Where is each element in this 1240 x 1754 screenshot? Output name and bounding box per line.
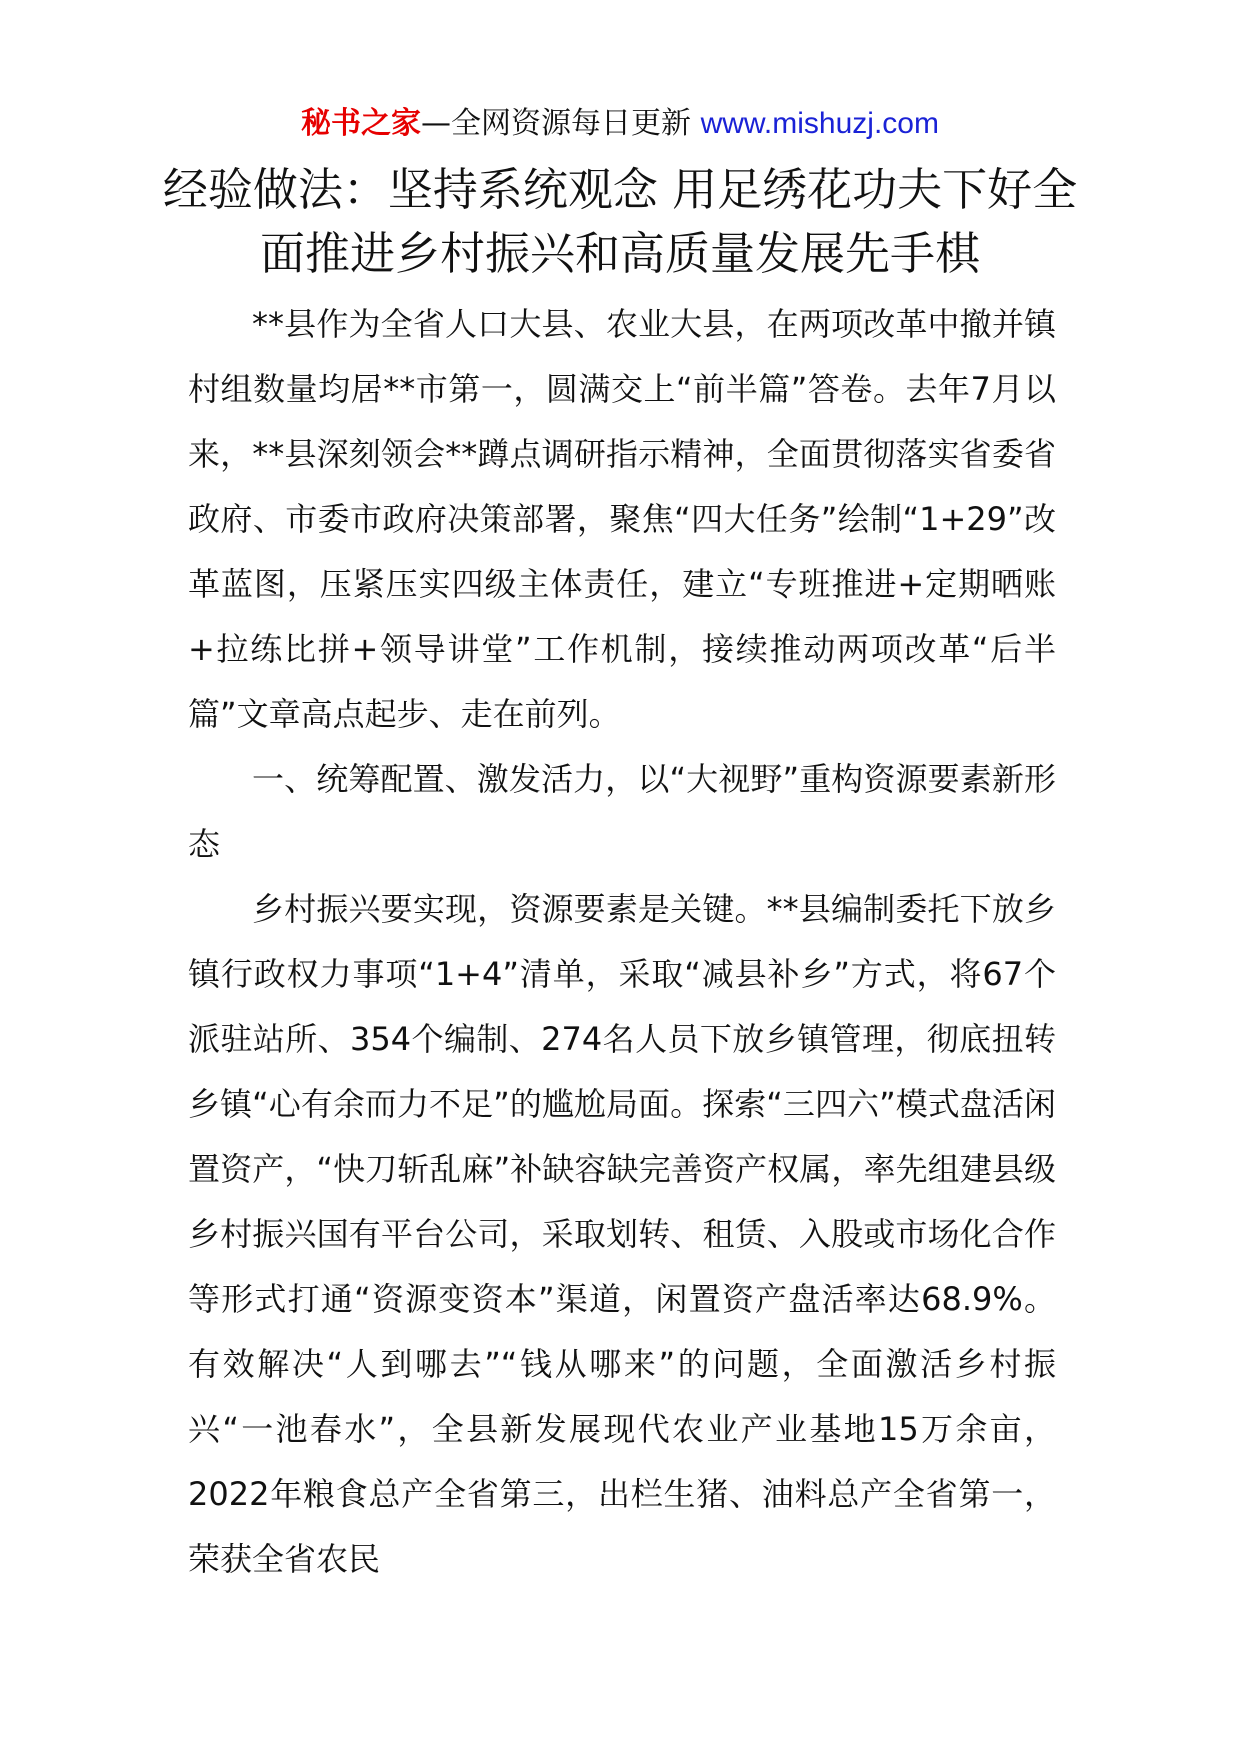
document-body — [188, 292, 1056, 1592]
header-brand: 秘书之家 — [301, 106, 422, 141]
section-heading-1: 一、统筹配置、激发活力，以“大视野”重构资源要素新形态 — [188, 760, 1056, 863]
header-tagline: —全网资源每日更新 — [421, 106, 692, 141]
paragraph-section-1: 乡村振兴要实现，资源要素是关键。**县编制委托下放乡镇行政权力事项“1+4”清单，采取“减县补乡”方式，将67个派驻站所、354个编制、274名人员下放乡镇管理，彻底扭转乡镇“心有余而力不足”的尴尬局面。探索“三四六”模式盘活闲置资产，“快刀斩乱麻”补缺容缺完善资产权属，率先组建县级乡村振兴国有平台公司，采取划转、租赁、入股或市场化合作等形式打通“资源变资本”渠道，闲置资产盘活率达68.9%。有效解决“人到哪去”“钱从哪来”的问题，全面激活乡村振兴“一池春水”，全县新发展现代农业产业基地15万余亩，2022年粮食总产全省第三，出栏生猪、油料总产全省第一，荣获全省农民 — [188, 890, 1056, 1578]
header-url-link[interactable]: www.mishuzj.com — [700, 107, 939, 140]
page-header — [0, 104, 1240, 144]
document-title: 经验做法：坚持系统观念 用足绣花功夫下好全面推进乡村振兴和高质量发展先手棋 — [162, 163, 1078, 280]
paragraph-intro: **县作为全省人口大县、农业大县，在两项改革中撤并镇村组数量均居**市第一，圆满交上“前半篇”答卷。去年7月以来，**县深刻领会**蹲点调研指示精神，全面贯彻落实省委省政府、市委市政府决策部署，聚焦“四大任务”绘制“1+29”改革蓝图，压紧压实四级主体责任，建立“专班推进+定期晒账+拉练比拼+领导讲堂”工作机制，接续推动两项改革“后半篇”文章高点起步、走在前列。 — [188, 305, 1056, 733]
